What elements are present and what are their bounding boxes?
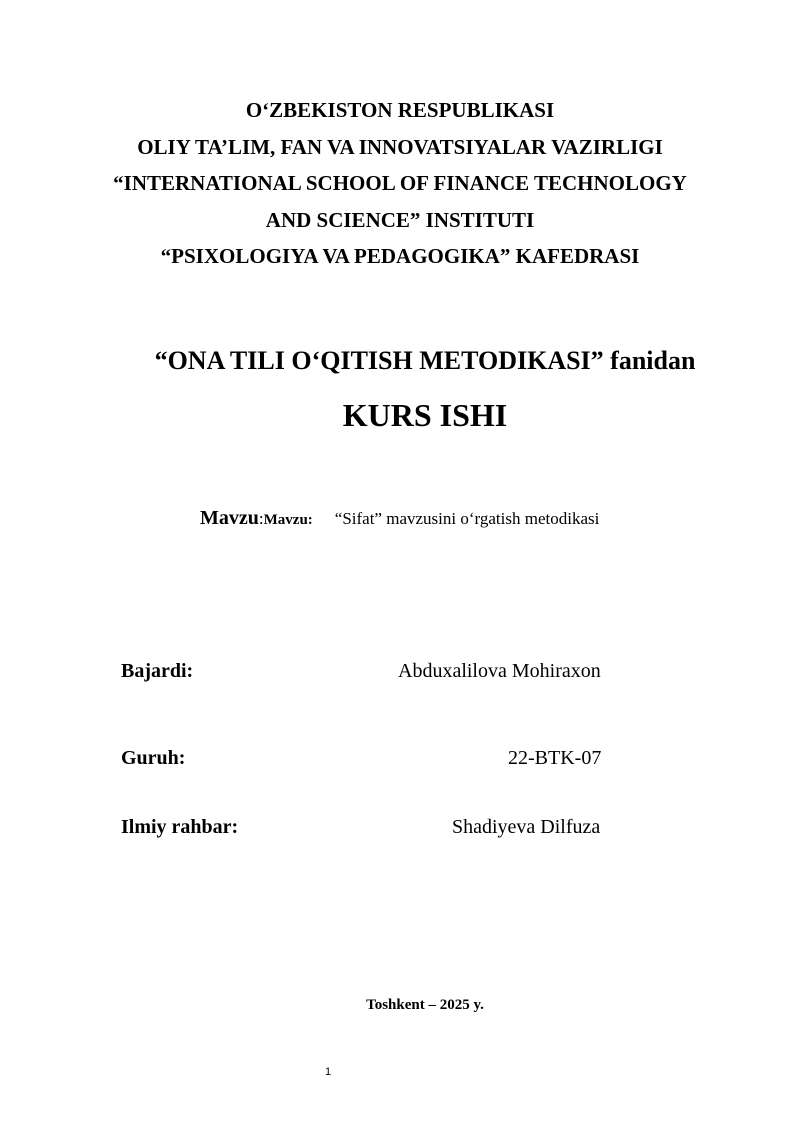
performer-name: Abduxalilova Mohiraxon	[398, 660, 601, 682]
topic-separator: :	[258, 509, 264, 528]
institution-header	[0, 92, 800, 275]
performer-label: Bajardi:	[121, 660, 194, 682]
city-year-footer: Toshkent – 2025 y.	[366, 997, 484, 1013]
topic-text: “Sifat” mavzusini o‘rgatish metodikasi	[334, 509, 600, 528]
subject-title	[0, 346, 800, 376]
group-label: Guruh:	[121, 747, 186, 769]
header-line-department: “PSIXOLOGIYA VA PEDAGOGIKA” KAFEDRASI	[160, 244, 640, 268]
topic-label-large: Mavzu	[200, 507, 259, 529]
page-number: 1	[325, 1066, 332, 1078]
header-line-school: “INTERNATIONAL SCHOOL OF FINANCE TECHNOLOGY	[113, 171, 687, 195]
header-line-institute: AND SCIENCE” INSTITUTI	[265, 207, 535, 232]
topic-label-small: Mavzu:	[263, 512, 313, 528]
supervisor-name: Shadiyeva Dilfuza	[452, 816, 601, 838]
header-line-ministry: OLIY TA’LIM, FAN VA INNOVATSIYALAR VAZIRLIGI	[137, 134, 663, 159]
group-value: 22-BTK-07	[508, 747, 602, 769]
subject-name: “ONA TILI O‘QITISH METODIKASI”	[154, 346, 604, 375]
work-type-title: KURS ISHI	[342, 397, 508, 433]
subject-suffix: fanidan	[610, 346, 696, 375]
supervisor-label: Ilmiy rahbar:	[121, 816, 239, 838]
topic-row	[200, 507, 599, 530]
header-line-republic: O‘ZBEKISTON RESPUBLIKASI	[245, 98, 555, 122]
